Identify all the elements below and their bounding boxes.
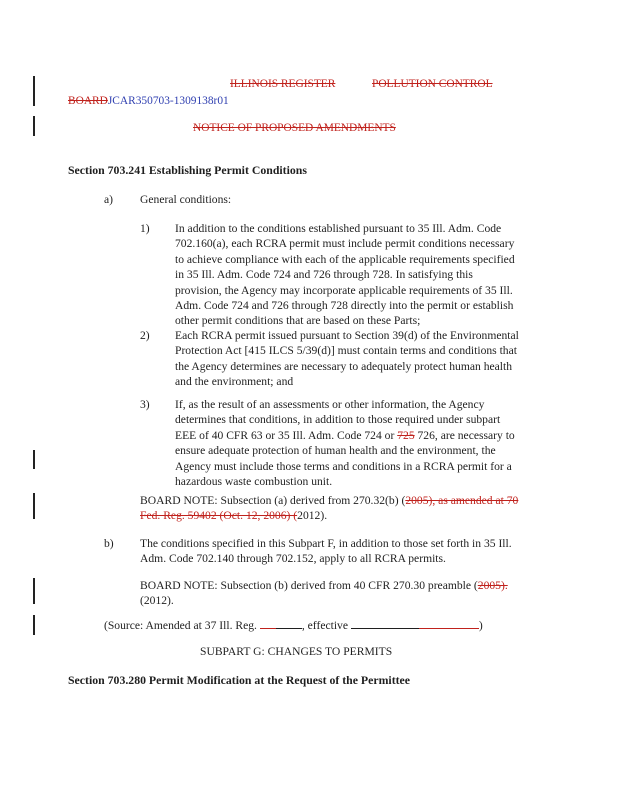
text-line: hazardous waste combustion unit. xyxy=(175,475,333,489)
item-3-text xyxy=(175,397,555,489)
text-line: and the environment; and xyxy=(175,375,294,389)
subsection-label: a) xyxy=(104,193,114,206)
notice-heading-deleted: NOTICE OF PROPOSED AMENDMENTS xyxy=(193,122,396,134)
subsection-text: General conditions: xyxy=(140,193,232,206)
section-heading-280: Section 703.280 Permit Modification at the Request of the Permittee xyxy=(68,673,411,687)
change-bar xyxy=(33,615,35,635)
text-line: 702.160(a), each RCRA permit must include permit conditions necessary xyxy=(175,237,515,251)
text-line: Adm. Code 724 and 726 through 728 directly into the permit or establish xyxy=(175,299,514,313)
change-bar xyxy=(33,450,35,469)
text-run: (Source: Amended at 37 Ill. Reg. xyxy=(104,619,257,632)
board-heading-deleted-2: BOARD xyxy=(68,95,108,107)
subsection-label: b) xyxy=(104,537,114,550)
item-number: 1) xyxy=(140,222,150,235)
text-line: The conditions specified in this Subpart F, in addition to those set forth in 35 Ill. xyxy=(140,537,512,550)
text-line: in 35 Ill. Adm. Code 724 and 726 through 728. In satisfying this xyxy=(175,268,473,282)
text-line: (2012). xyxy=(140,594,174,608)
text-line: Each RCRA permit issued pursuant to Section 39(d) of the Environmental xyxy=(175,329,519,342)
text-line xyxy=(140,578,570,593)
item-1-text xyxy=(175,221,555,329)
blank-volume xyxy=(260,617,276,629)
item-number: 3) xyxy=(140,398,150,411)
board-heading-deleted: POLLUTION CONTROL xyxy=(372,78,493,90)
deleted-text: 2005), as amended at 70 xyxy=(405,494,519,507)
text-run: ) xyxy=(478,619,483,632)
text-line: to achieve compliance with each of the applicable requirements specified xyxy=(175,252,515,266)
jcar-code: JCAR350703-1309138r01 xyxy=(107,95,229,107)
text-line: In addition to the conditions established pursuant to 35 Ill. Adm. Code xyxy=(175,222,502,235)
subpart-heading: SUBPART G: CHANGES TO PERMITS xyxy=(200,645,393,658)
change-bar xyxy=(33,493,35,519)
deleted-text: Fed. Reg. 59402 (Oct. 12, 2006) ( xyxy=(140,509,298,523)
text-line: Protection Act [415 ILCS 5/39(d)] must contain terms and conditions that xyxy=(175,344,517,358)
text-run: BOARD NOTE: Subsection (b) derived from 40 CFR 270.30 preamble ( xyxy=(140,579,478,592)
board-note-a xyxy=(140,493,560,524)
header-line-2 xyxy=(68,95,229,107)
subsection-b-text xyxy=(140,536,570,567)
text-line: the Agency determines are necessary to adequately protect human health xyxy=(175,359,513,373)
text-run: 2012). xyxy=(297,509,328,523)
text-line: other permit conditions that are based on these Parts; xyxy=(175,314,421,328)
text-line: provision, the Agency may incorporate applicable requirements of 35 Ill. xyxy=(175,283,513,297)
text-line: If, as the result of an assessments or other information, the Agency xyxy=(175,398,485,411)
register-heading-deleted: ILLINOIS REGISTER xyxy=(230,78,336,90)
text-line: determines that conditions, in addition to those required under subpart xyxy=(175,413,501,427)
text-line: Adm. Code 702.140 through 702.152, apply to all RCRA permits. xyxy=(140,552,446,566)
blank-date-red xyxy=(419,617,479,629)
text-run: , effective xyxy=(301,619,348,632)
text-line: Agency must include those terms and conditions in a RCRA permit for a xyxy=(175,459,512,473)
text-run: 726, are necessary to xyxy=(414,428,515,442)
change-bar xyxy=(33,116,35,136)
text-line xyxy=(140,493,560,508)
text-run: EEE of 40 CFR 63 or 35 Ill. Adm. Code 724 or xyxy=(175,428,395,442)
item-number: 2) xyxy=(140,329,150,342)
text-line xyxy=(140,508,560,523)
change-bar xyxy=(33,578,35,604)
change-bar xyxy=(33,76,35,106)
blank-date xyxy=(351,617,419,629)
blank-volume-line xyxy=(276,617,302,629)
text-run: BOARD NOTE: Subsection (a) derived from 270.32(b) ( xyxy=(140,494,406,507)
text-line: ensure adequate protection of human health and the environment, the xyxy=(175,444,496,458)
text-line xyxy=(175,428,555,443)
section-heading: Section 703.241 Establishing Permit Conditions xyxy=(68,163,307,177)
deleted-text: 2005). xyxy=(477,579,508,592)
board-note-b xyxy=(140,578,570,609)
item-2-text xyxy=(175,328,555,390)
source-note xyxy=(104,617,483,634)
deleted-text: 725 xyxy=(397,428,415,442)
